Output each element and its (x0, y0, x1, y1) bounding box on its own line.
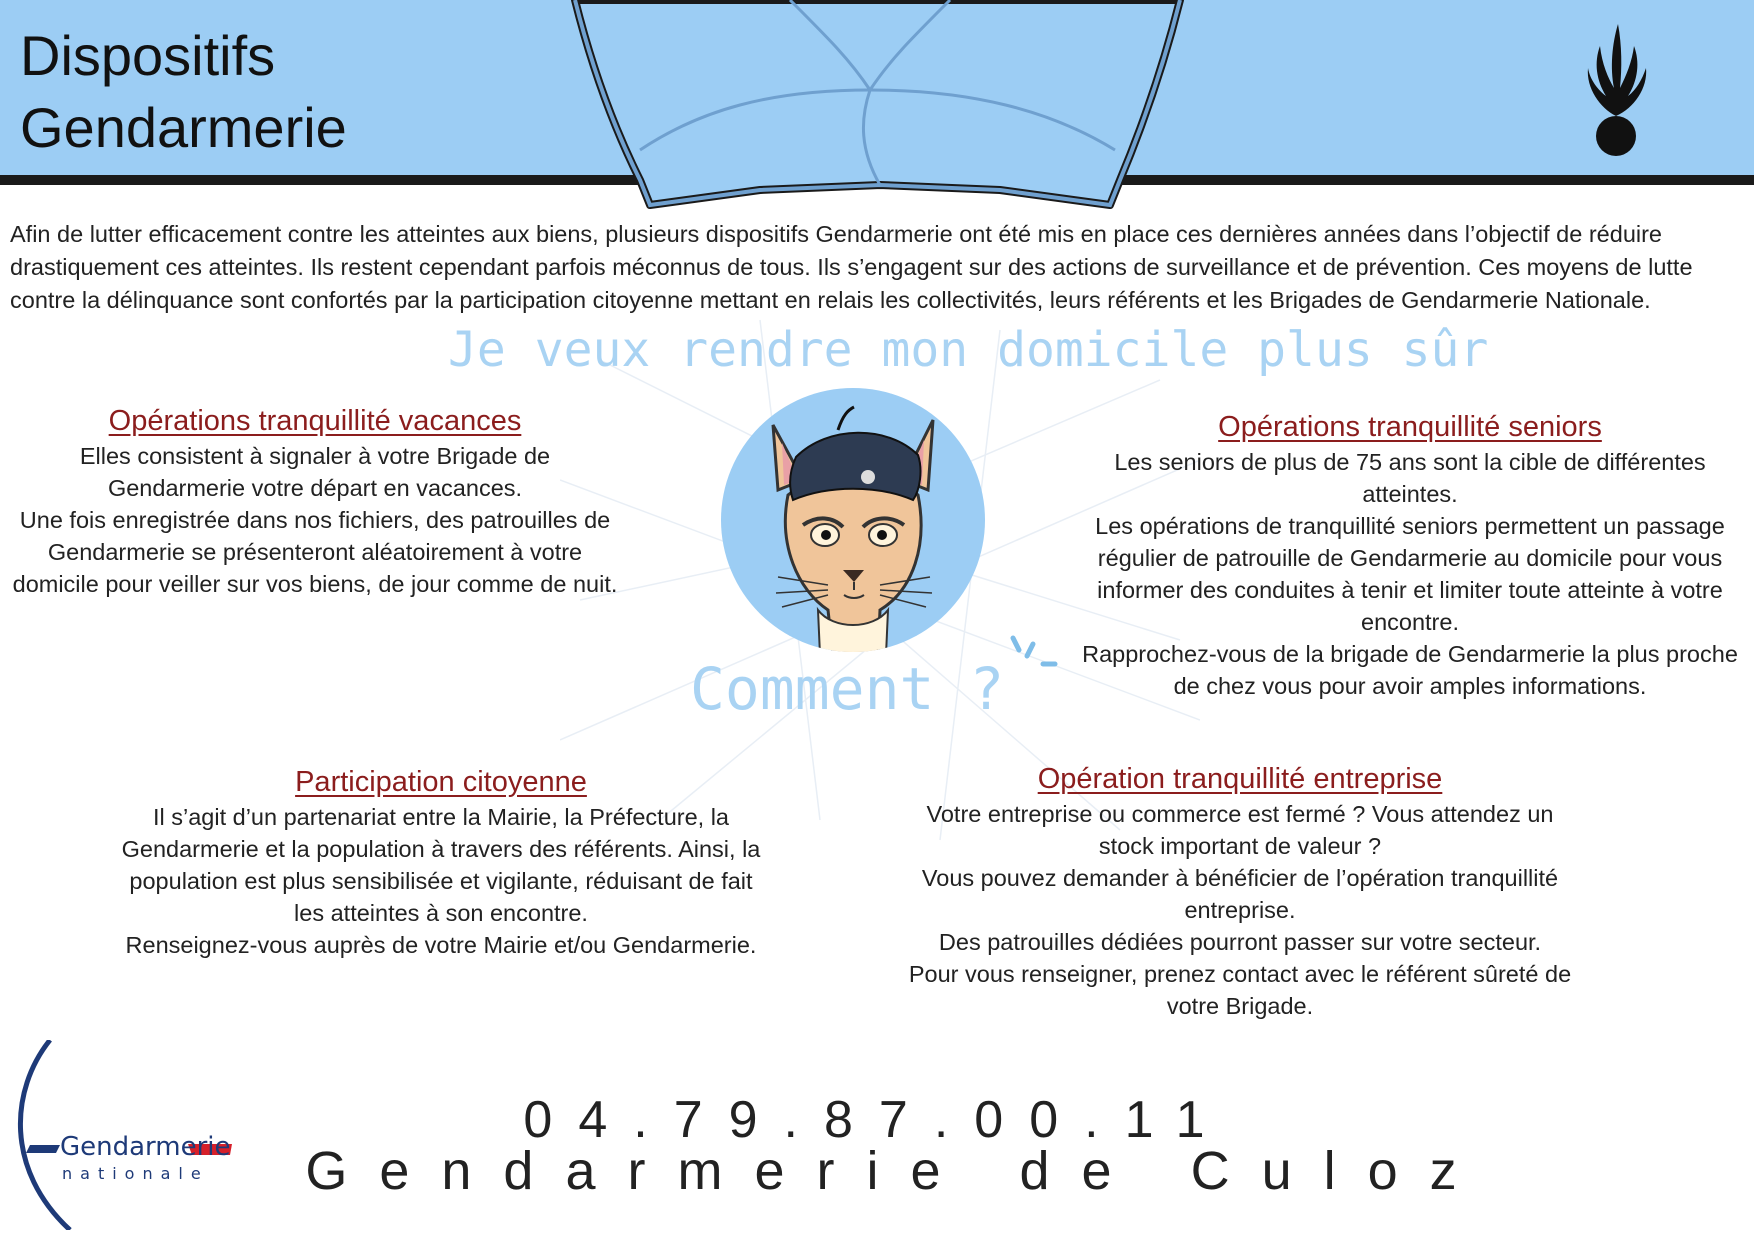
title-line-2: Gendarmerie (20, 96, 347, 159)
section-entreprise-p4: Pour vous renseigner, prenez contact avec le référent sûreté de votre Brigade. (908, 961, 1572, 1019)
section-vacances-p1: Elles consistent à signaler à votre Brigade de Gendarmerie votre départ en vacances. (79, 443, 551, 501)
section-seniors-p2: Les opérations de tranquillité seniors permettent un passage régulier de patrouille de Gendarmerie au domicile pour vous informer des conduites à tenir et limiter toute atteinte à votre encontre. (1095, 513, 1725, 635)
section-citoyenne-p2: Renseignez-vous auprès de votre Mairie et/ou Gendarmerie. (125, 932, 757, 958)
section-citoyenne (120, 763, 762, 961)
tagline: Je veux rendre mon domicile plus sûr (448, 322, 1489, 378)
intro-paragraph: Afin de lutter efficacement contre les atteintes aux biens, plusieurs dispositifs Gendarmerie ont été mis en place ces dernières années dans l’objectif de réduire drastiquement ces atteintes. Ils restent cependant parfois méconnus de tous. Ils s’engagent sur des actions de surveillance et de prévention. Ces moyens de lutte contre la délinquance sont confortés par la participation citoyenne mettant en relais les collectivités, leurs référents et les Brigades de Gendarmerie Nationale. (10, 221, 1693, 313)
question-comment: Comment ? (690, 655, 1005, 723)
section-entreprise-p3: Des patrouilles dédiées pourront passer sur votre secteur. (938, 929, 1542, 955)
section-vacances-title: Opérations tranquillité vacances (108, 405, 522, 437)
section-vacances (10, 402, 620, 600)
section-entreprise-p2: Vous pouvez demander à bénéficier de l’opération tranquillité entreprise. (921, 865, 1559, 923)
section-citoyenne-title: Participation citoyenne (295, 766, 587, 798)
lynx-mascot-icon (718, 385, 988, 655)
station-name: Gendarmerie de Culoz (305, 1141, 1489, 1201)
section-seniors-p3: Rapprochez-vous de la brigade de Gendarmerie la plus proche de chez vous pour avoir amples informations. (1082, 641, 1738, 699)
section-seniors-title: Opérations tranquillité seniors (1218, 411, 1602, 443)
sparkle-lines-decoration (1003, 632, 1063, 682)
section-entreprise-p1: Votre entreprise ou commerce est fermé ? Vous attendez un stock important de valeur ? (926, 801, 1554, 859)
logo-subword: nationale (62, 1164, 209, 1183)
phone-number[interactable]: 04.79.87.00.11 (523, 1091, 1231, 1149)
section-entreprise-title: Opération tranquillité entreprise (1037, 763, 1443, 795)
section-seniors (1075, 408, 1745, 702)
grenade-flame-icon (1580, 18, 1652, 158)
section-seniors-p1: Les seniors de plus de 75 ans sont la cible de différentes atteintes. (1114, 449, 1706, 507)
section-entreprise (900, 760, 1580, 1022)
page-title (20, 20, 347, 164)
title-line-1: Dispositifs (20, 24, 276, 87)
section-vacances-p2: Une fois enregistrée dans nos fichiers, des patrouilles de Gendarmerie se présenteront aléatoirement à votre domicile pour veiller sur vos biens, de jour comme de nuit. (12, 507, 618, 597)
section-citoyenne-p1: Il s’agit d’un partenariat entre la Mairie, la Préfecture, la Gendarmerie et la population à travers des référents. Ainsi, la population est plus sensibilisée et vigilante, réduisant de fait les atteintes à son encontre. (121, 804, 761, 926)
logo-word: Gendarmerie (60, 1132, 231, 1162)
